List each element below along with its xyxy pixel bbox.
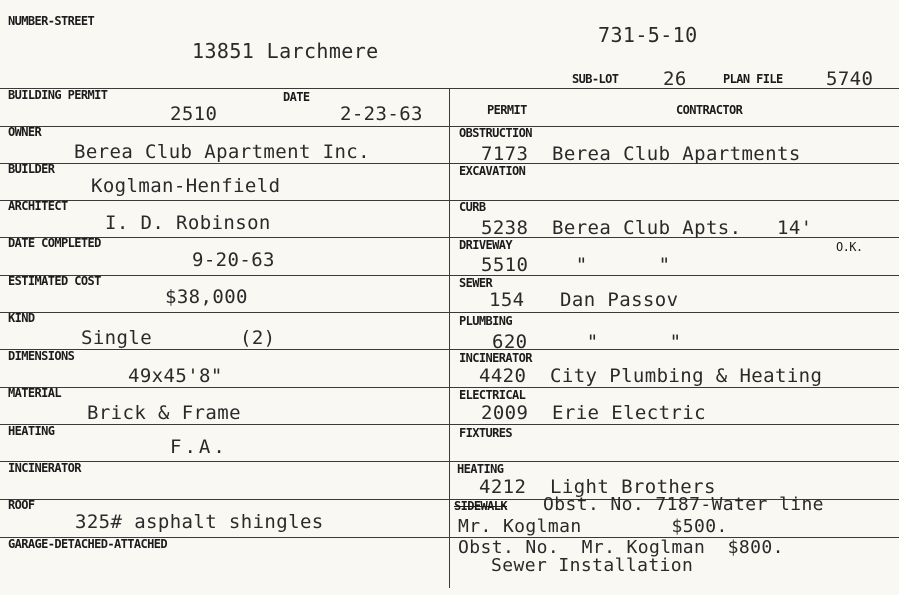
dimensions-value: 49x45'8" [128,365,223,387]
fixtures-label: FIXTURES [459,426,512,440]
kind-label: KIND [8,311,35,325]
curb-label: CURB [459,200,486,214]
architect-value: I. D. Robinson [105,212,271,234]
roof-value: 325# asphalt shingles [75,511,324,533]
excavation-label: EXCAVATION [459,164,526,178]
incinerator-right-label: INCINERATOR [459,351,532,365]
sewer-label: SEWER [459,276,493,290]
address-value: 13851 Larchmere [192,39,379,63]
dimensions-label: DIMENSIONS [8,349,75,363]
date-label: DATE [283,90,310,104]
obstruction-value: 7173 Berea Club Apartments [481,143,801,165]
rule-left [0,387,449,388]
kind-count-value: (2) [240,327,276,349]
estimated-cost-value: $38,000 [165,286,248,308]
garage-label: GARAGE-DETACHED-ATTACHED [8,537,167,551]
material-value: Brick & Frame [87,402,241,424]
sublot-value: 26 [663,68,687,90]
curb-value: 5238 Berea Club Apts. 14' [481,217,813,239]
plan-file-value: 5740 [826,68,874,90]
incinerator-label: INCINERATOR [8,461,81,475]
rule-left [0,424,449,425]
rule-left [0,163,449,164]
sidewalk-note: Obst. No. 7187-Water line [543,494,824,515]
architect-label: ARCHITECT [8,199,68,213]
permit-column-header: PERMIT [487,103,527,117]
material-label: MATERIAL [8,386,61,400]
building-permit-value: 2510 [170,103,218,125]
plumbing-value: 620 " " [492,331,682,353]
builder-label: BUILDER [8,162,55,176]
number-street-label: NUMBER-STREET [8,14,95,28]
rule-right [449,312,899,313]
sewer-value: 154 Dan Passov [489,289,679,311]
roof-label: ROOF [8,498,35,512]
estimated-cost-label: ESTIMATED COST [8,274,101,288]
kind-value: Single [81,327,153,349]
obstruction-label: OBSTRUCTION [459,126,532,140]
contractor-column-header: CONTRACTOR [676,103,743,117]
electrical-label: ELECTRICAL [459,388,526,402]
building-permit-label: BUILDING PERMIT [8,88,108,102]
heating-value: F.A. [170,436,228,458]
rule-left [0,126,449,127]
builder-value: Koglman-Henfield [91,175,281,197]
rule-left [0,499,449,500]
rule-right [449,200,899,201]
date-value: 2-23-63 [340,103,423,125]
driveway-value: 5510 " " [481,254,671,276]
sublot-label: SUB-LOT [572,72,619,86]
date-completed-value: 9-20-63 [192,249,275,271]
bottom-note-line-2: Sewer Installation [491,555,694,576]
heating-label: HEATING [8,424,55,438]
parcel-number: 731-5-10 [598,23,698,47]
rule-right [449,461,899,462]
driveway-label: DRIVEWAY [459,238,512,252]
heating-right-label: HEATING [457,462,504,476]
incinerator-right-value: 4420 City Plumbing & Heating [479,365,823,387]
bottom-note-line-1: Obst. No. Mr. Koglman $800. [458,537,784,558]
sidewalk-note-line-2: Mr. Koglman $500. [458,516,728,537]
plan-file-label: PLAN FILE [723,72,783,86]
plumbing-label: PLUMBING [459,314,512,328]
owner-value: Berea Club Apartment Inc. [74,141,370,163]
sidewalk-label: SIDEWALK [454,499,507,513]
electrical-value: 2009 Erie Electric [481,402,706,424]
rule-right [449,424,899,425]
owner-label: OWNER [8,125,42,139]
date-completed-label: DATE COMPLETED [8,236,101,250]
heating-right-value: 4212 Light Brothers [479,476,716,498]
ok-note: O.K. [836,240,863,254]
rule-left [0,312,449,313]
